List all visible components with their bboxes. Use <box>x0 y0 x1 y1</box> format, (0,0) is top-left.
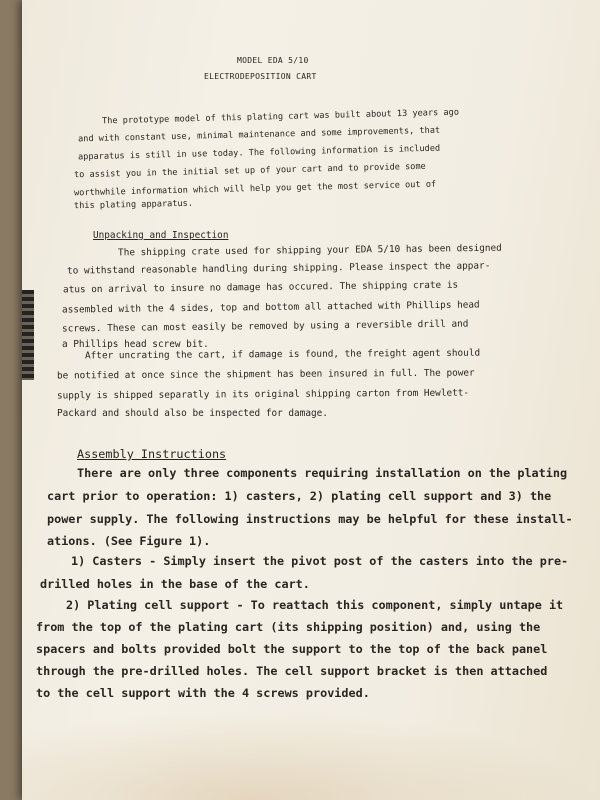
section1-line: supply is shipped separatly in its original shipping carton from Hewlett- <box>56 387 470 402</box>
section2-line: drilled holes in the base of the cart. <box>40 577 310 591</box>
page-content <box>22 0 600 800</box>
intro-line: and with constant use, minimal maintenance and some improvements, that <box>77 125 441 145</box>
section1-line: to withstand reasonable handling during shipping. Please inspect the appar- <box>66 260 491 277</box>
section2-line: from the top of the plating cart (its shipping position) and, using the <box>36 620 541 634</box>
section2-line: through the pre-drilled holes. The cell support bracket is then attached <box>36 664 548 678</box>
section1-line: a Phillips head screw bit. <box>62 339 209 350</box>
section2-line: ations. (See Figure 1). <box>47 534 211 548</box>
section1-line: The shipping crate used for shipping your EDA 5/10 has been designed <box>117 242 502 259</box>
section1-line: After uncrating the cart, if damage is found, the freight agent should <box>84 347 481 362</box>
section2-line: 1) Casters - Simply insert the pivot post of the casters into the pre- <box>71 554 569 568</box>
section2-line: to the cell support with the 4 screws provided. <box>36 686 370 700</box>
document-page <box>22 0 600 800</box>
intro-line: this plating apparatus. <box>73 198 194 212</box>
intro-line: The prototype model of this plating cart was built about 13 years ago <box>101 107 460 127</box>
section2-line: cart prior to operation: 1) casters, 2) plating cell support and 3) the <box>47 489 552 503</box>
section-heading-assembly: Assembly Instructions <box>77 447 227 461</box>
intro-line: to assist you in the initial set up of your cart and to provide some <box>73 161 426 181</box>
document-title-subtitle: ELECTRODEPOSITION CART <box>204 72 317 81</box>
section-heading-unpacking: Unpacking and Inspection <box>93 230 229 241</box>
section1-line: Packard and should also be inspected for damage. <box>57 408 328 419</box>
section2-line: 2) Plating cell support - To reattach this component, simply untape it <box>66 598 564 612</box>
section1-line: assembled with the 4 sides, top and bottom all attached with Phillips head <box>61 299 480 316</box>
document-title-model: MODEL EDA 5/10 <box>237 56 309 65</box>
section2-line: power supply. The following instructions may be helpful for these install- <box>47 512 573 526</box>
intro-line: worthwhile information which will help you get the most service out of <box>73 179 437 199</box>
intro-line: apparatus is still in use today. The following information is included <box>77 143 441 163</box>
section1-line: be notified at once since the shipment has been insured in full. The power <box>56 367 475 382</box>
section2-line: There are only three components requiring installation on the plating <box>77 466 568 480</box>
section1-line: screws. These can most easily be removed by using a reversible drill and <box>61 318 469 335</box>
section1-line: atus on arrival to insure no damage has occured. The shipping crate is <box>62 279 459 296</box>
section2-line: spacers and bolts provided bolt the support to the top of the back panel <box>36 642 548 656</box>
